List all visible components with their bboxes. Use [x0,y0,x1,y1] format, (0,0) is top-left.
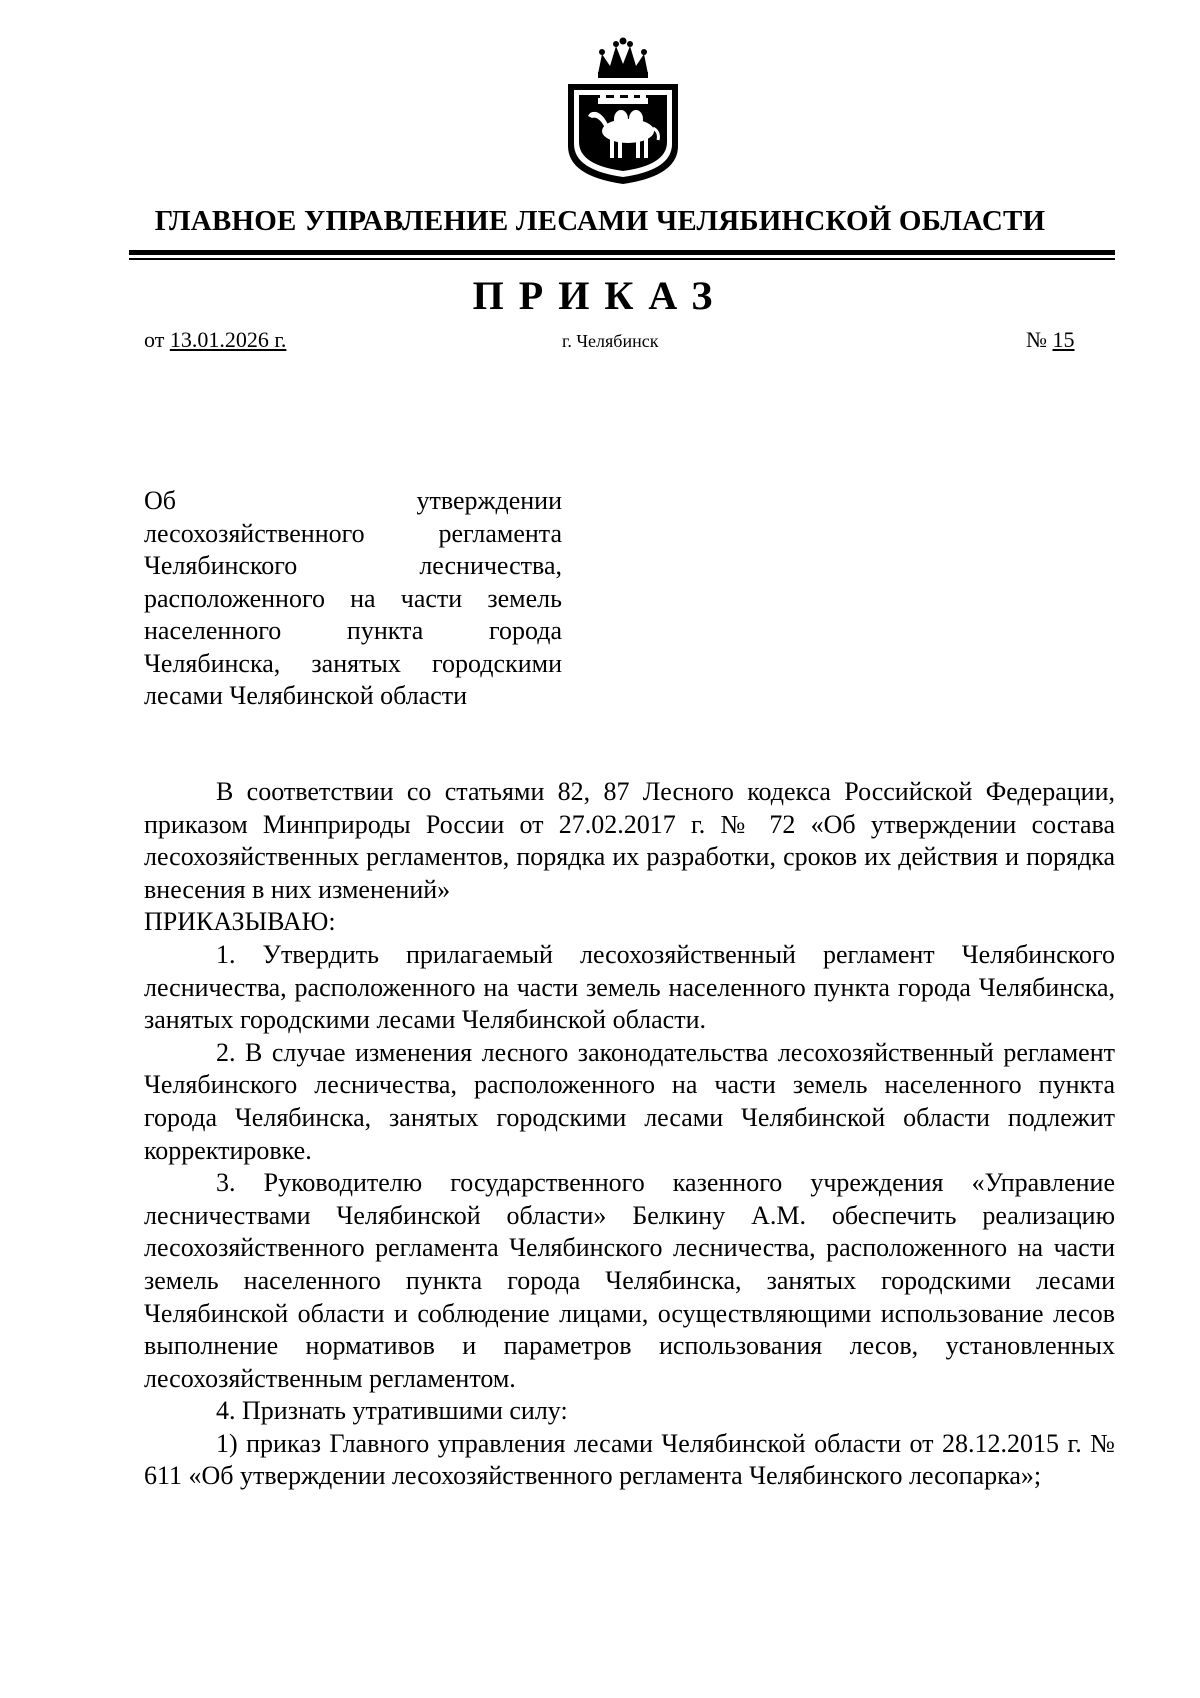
order-item: 1. Утвердить прилагаемый лесохозяйственный регламент Челябинского лесничества, расположенного на части земель населенного пункта города Челябинска, занятых городскими лесами Челябинской области. [144,939,1115,1035]
order-number [1026,327,1075,353]
subject-line: расположенного на части земель [144,583,562,613]
order-verb: ПРИКАЗЫВАЮ: [144,907,336,937]
order-subject [144,485,562,713]
order-item: 1) приказ Главного управления лесами Челябинской области от 28.12.2015 г. № 611 «Об утверждении лесохозяйственного регламента Челябинского лесопарка»; [144,1428,1115,1491]
order-item: 2. В случае изменения лесного законодательства лесохозяйственный регламент Челябинского лесничества, расположенного на части земель населенного пункта города Челябинска, занятых городскими лесами Челябинской области подлежит корректировке. [144,1037,1115,1165]
subject-line: лесохозяйственного регламента [144,518,562,548]
organization-title: ГЛАВНОЕ УПРАВЛЕНИЕ ЛЕСАМИ ЧЕЛЯБИНСКОЙ ОБЛАСТИ [154,205,1046,237]
order-city: г. Челябинск [562,331,659,351]
subject-line: Челябинска, занятых городскими [144,648,562,678]
number-prefix: № [1026,327,1053,352]
order-item: 4. Признать утратившими силу: [216,1396,568,1426]
header-rule-thick [129,250,1115,255]
order-item: 3. Руководителю государственного казенного учреждения «Управление лесничествами Челябинской области» Белкину А.М. обеспечить реализацию лесохозяйственного регламента Челябинского лесничества, расположенного на части земель населенного пункта города Челябинска, занятых городскими лесами Челябинской области и соблюдение лицами, осуществляющими использование лесов выполнение нормативов и параметров использования лесов, установленных лесохозяйственным регламентом. [144,1168,1115,1393]
number-value: 15 [1052,327,1075,352]
order-body [144,776,1115,1493]
subject-line: населенного пункта города [144,616,562,645]
coat-of-arms-emblem [558,36,688,186]
subject-line: Об утверждении [144,486,562,515]
preamble-paragraph: В соответствии со статьями 82, 87 Лесного кодекса Российской Федерации, приказом Минприроды России от 27.02.2017 г. № 72 «Об утверждении состава лесохозяйственных регламентов, порядка их разработки, сроков их действия и порядка внесения в них изменений» [144,777,1115,904]
date-prefix: от [144,327,170,352]
subject-line: лесами Челябинской области [144,681,468,710]
header-rule-thin [129,258,1115,260]
subject-line: Челябинского лесничества, [144,551,562,580]
order-date [144,327,286,353]
document-type-heading: ПРИКАЗ [472,273,728,318]
date-value: 13.01.2026 г. [169,327,287,352]
crown-icon [598,38,648,79]
